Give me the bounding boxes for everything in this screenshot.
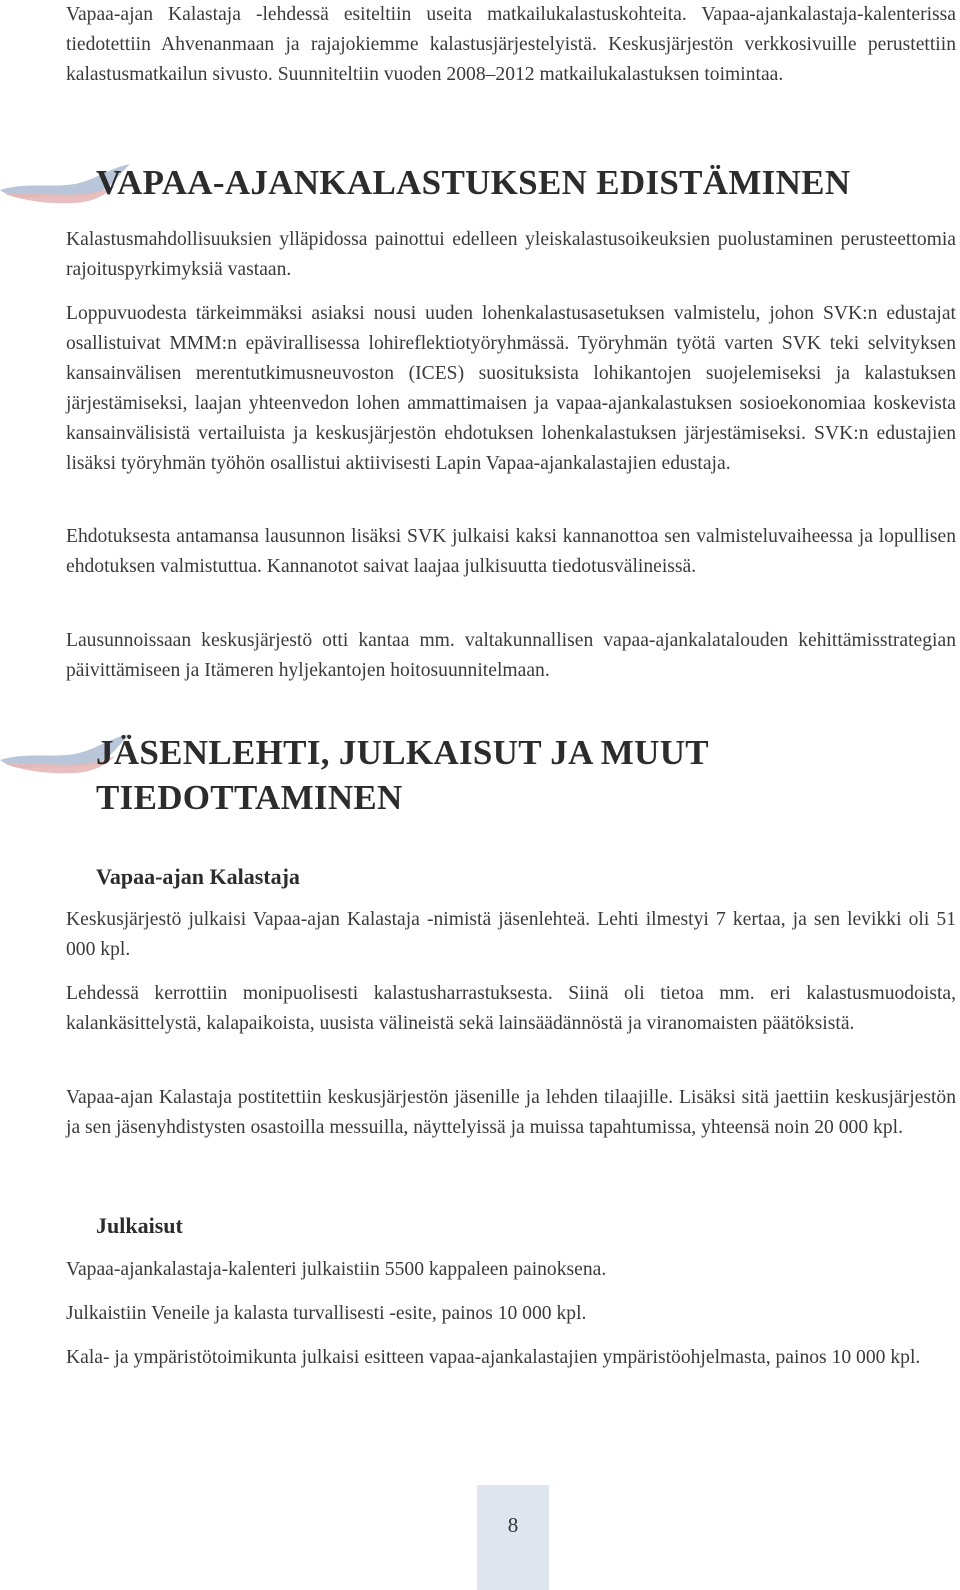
section-heading-publications [96, 730, 709, 820]
section1-paragraph: Lausunnoissaan keskusjärjestö otti kantaa mm. valtakunnallisen vapaa-ajankalatalouden kehittämisstrategian päivittämiseen ja Itämeren hyljekantojen hoitosuunnitelmaan. [66, 630, 956, 681]
section-heading-promotion: VAPAA-AJANKALASTUKSEN EDISTÄMINEN [96, 163, 851, 202]
section1-paragraph: Loppuvuodesta tärkeimmäksi asiaksi nousi uuden lohenkalastusasetuksen valmistelu, johon SVK:n edustajat osallistuivat MMM:n epävirallisessa lohireflektiotyöryhmässä. Työryhmän työtä varten SVK teki selvityksen kansainvälisen merentutkimusneuvoston (ICES) suosituksista lohikantojen suojelemiseksi ja kalastuksen järjestämiseksi, laajan yhteenvedon lohen ammattimaisen ja vapaa-ajankalastuksen sosioekonomiaa koskevista kansainvälisistä vertailuista ja keskusjärjestön ehdotuksen lohenkalastuksen järjestämiseksi. SVK:n edustajien lisäksi työryhmän työhön osallistui aktiivisesti Lapin Vapaa-ajankalastajien edustaja. [66, 303, 956, 474]
publications-paragraph: Kala- ja ympäristötoimikunta julkaisi esitteen vapaa-ajankalastajien ympäristöohjelmasta, painos 10 000 kpl. [66, 1347, 921, 1368]
page-number: 8 [507, 1513, 519, 1537]
subheading-publications: Julkaisut [96, 1213, 183, 1238]
intro-paragraph: Vapaa-ajan Kalastaja -lehdessä esiteltiin useita matkailukalastuskohteita. Vapaa-ajankalastaja-kalenterissa tiedotettiin Ahvenanmaan ja rajajokiemme kalastusjärjestelyistä. Keskusjärjestön verkkosivuille perustettiin kalastusmatkailun sivusto. Suunniteltiin vuoden 2008–2012 matkailukalastuksen toimintaa. [66, 4, 956, 85]
publications-paragraph: Vapaa-ajankalastaja-kalenteri julkaistiin 5500 kappaleen painoksena. [66, 1259, 607, 1280]
heading-line: JÄSENLEHTI, JULKAISUT JA MUUT [96, 733, 709, 772]
magazine-paragraph: Lehdessä kerrottiin monipuolisesti kalastusharrastuksesta. Siinä oli tietoa mm. eri kalastusmuodoista, kalankäsittelystä, kalapaikoista, uusista välineistä sekä lainsäädännöstä ja viranomaisten päätöksistä. [66, 983, 956, 1034]
heading-line: TIEDOTTAMINEN [96, 778, 403, 817]
magazine-paragraph: Keskusjärjestö julkaisi Vapaa-ajan Kalastaja -nimistä jäsenlehteä. Lehti ilmestyi 7 kertaa, ja sen levikki oli 51 000 kpl. [66, 909, 956, 960]
publications-paragraph: Julkaistiin Veneile ja kalasta turvallisesti -esite, painos 10 000 kpl. [66, 1303, 587, 1324]
magazine-paragraph: Vapaa-ajan Kalastaja postitettiin keskusjärjestön jäsenille ja lehden tilaajille. Lisäksi sitä jaettiin keskusjärjestön ja sen jäsenyhdistysten osastoilla messuilla, näyttelyissä ja muissa tapahtumissa, yhteensä noin 20 000 kpl. [66, 1087, 956, 1138]
subheading-magazine: Vapaa-ajan Kalastaja [96, 864, 300, 889]
section1-paragraph: Kalastusmahdollisuuksien ylläpidossa painottui edelleen yleiskalastusoikeuksien puolustaminen perusteettomia rajoituspyrkimyksiä vastaan. [66, 229, 956, 280]
page-number-box [477, 1485, 549, 1590]
section1-paragraph: Ehdotuksesta antamansa lausunnon lisäksi SVK julkaisi kaksi kannanottoa sen valmisteluvaiheessa ja lopullisen ehdotuksen valmistuttua. Kannanotot saivat laajaa julkisuutta tiedotusvälineissä. [66, 526, 956, 577]
